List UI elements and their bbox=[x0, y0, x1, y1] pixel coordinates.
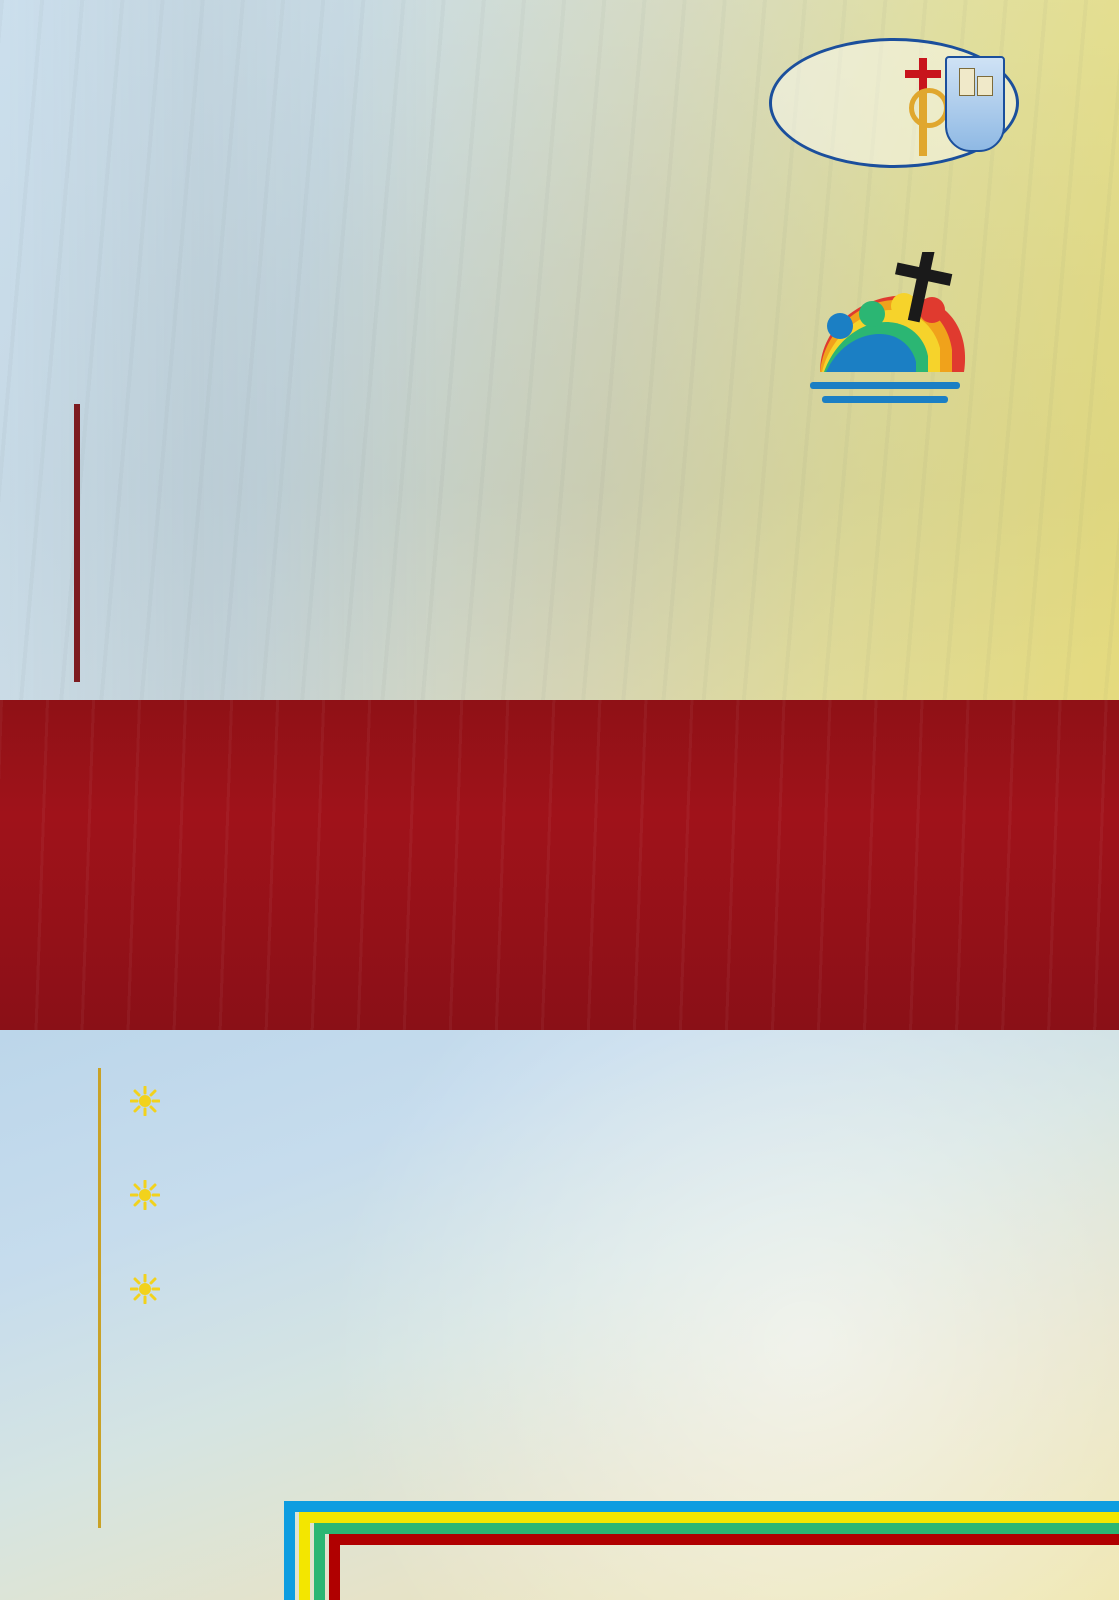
subtitle-accent-bar bbox=[74, 404, 80, 682]
shield-icon bbox=[945, 56, 1005, 152]
hero-section bbox=[0, 0, 1119, 700]
frame-bar-yellow-vertical bbox=[299, 1512, 310, 1600]
frame-bar-green-vertical bbox=[314, 1523, 325, 1600]
frame-bar-blue-vertical bbox=[284, 1501, 295, 1600]
frame-bar-red bbox=[329, 1534, 1119, 1545]
diocese-crest-icon bbox=[769, 38, 1019, 168]
event-band bbox=[0, 700, 1119, 1030]
crozier-icon bbox=[901, 52, 947, 156]
frame-bar-yellow bbox=[299, 1512, 1119, 1523]
sun-icon bbox=[130, 1180, 160, 1210]
list-item bbox=[130, 1172, 1090, 1210]
jubilee-2025-logo bbox=[764, 208, 1014, 458]
list-item bbox=[130, 1266, 1090, 1304]
list-item bbox=[130, 1078, 1090, 1116]
programme-list bbox=[130, 1078, 1090, 1360]
jubilee-figures-icon bbox=[800, 252, 976, 412]
frame-bar-blue bbox=[284, 1501, 1119, 1512]
sun-icon bbox=[130, 1086, 160, 1116]
frame-bar-red-vertical bbox=[329, 1534, 340, 1600]
sun-icon bbox=[130, 1274, 160, 1304]
frame-bar-green bbox=[314, 1523, 1119, 1534]
programme-divider bbox=[98, 1068, 101, 1528]
bottom-decorative-frame bbox=[139, 1490, 1119, 1600]
